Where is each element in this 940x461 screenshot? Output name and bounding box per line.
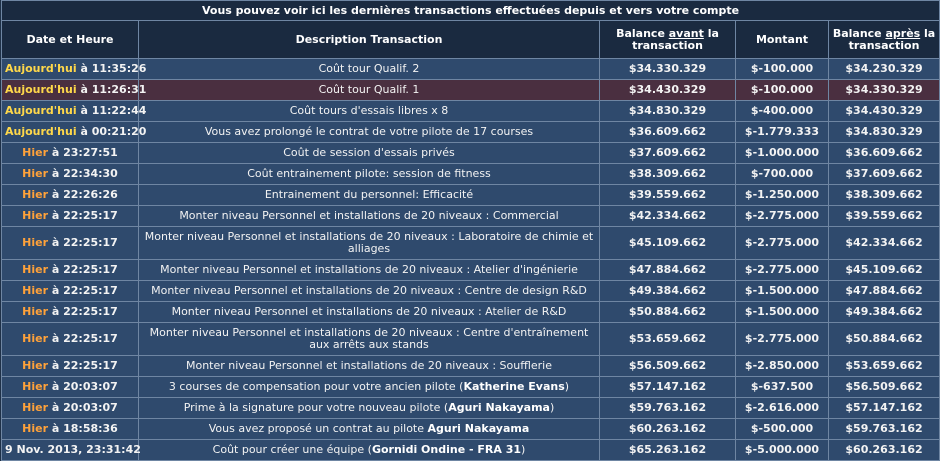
- column-header-balance-after: [829, 21, 940, 59]
- description-text: Monter niveau Personnel et installations de 20 niveaux : Soufflerie: [185, 359, 552, 372]
- balance-before: $42.334.662: [600, 206, 736, 227]
- transaction-time: à 20:03:07: [48, 401, 118, 414]
- balance-after: $39.559.662: [829, 206, 940, 227]
- balance-before: $65.263.162: [600, 440, 736, 461]
- transaction-date: [2, 101, 147, 122]
- transaction-time: à 18:58:36: [48, 422, 118, 435]
- balance-before-label-word: avant: [668, 26, 704, 40]
- transaction-date: [2, 356, 139, 377]
- transaction-description: [139, 101, 600, 122]
- balance-after: $59.763.162: [829, 419, 940, 440]
- transaction-amount: $-2.775.000: [736, 323, 829, 356]
- transactions-table: [1, 0, 940, 461]
- transaction-date: [2, 302, 139, 323]
- transaction-description: [139, 122, 600, 143]
- transaction-description: [139, 323, 600, 356]
- transaction-amount: $-1.500.000: [736, 281, 829, 302]
- transaction-description: [139, 377, 600, 398]
- table-row: [2, 227, 940, 260]
- balance-after: $53.659.662: [829, 356, 940, 377]
- transaction-amount: $-2.616.000: [736, 398, 829, 419]
- transaction-amount: $-2.775.000: [736, 227, 829, 260]
- balance-after: $56.509.662: [829, 377, 940, 398]
- table-row: [2, 440, 940, 461]
- transaction-time: 9 Nov. 2013, 23:31:42: [5, 443, 141, 456]
- transaction-time: à 22:34:30: [48, 167, 118, 180]
- transaction-amount: $-1.250.000: [736, 185, 829, 206]
- description-text: Monter niveau Personnel et installations de 20 niveaux : Atelier de R&D: [171, 305, 567, 318]
- description-text: Prime à la signature pour votre nouveau pilote (: [183, 401, 449, 414]
- transaction-day: Hier: [22, 380, 49, 393]
- transaction-time: à 22:25:17: [48, 263, 118, 276]
- transaction-date: [2, 206, 139, 227]
- balance-before-label-post: la transaction: [632, 26, 719, 52]
- transaction-amount: $-2.775.000: [736, 260, 829, 281]
- table-row: [2, 281, 940, 302]
- table-row: [2, 260, 940, 281]
- balance-before: $50.884.662: [600, 302, 736, 323]
- balance-after: $57.147.162: [829, 398, 940, 419]
- transaction-time: à 20:03:07: [48, 380, 118, 393]
- transaction-day: Hier: [22, 401, 49, 414]
- balance-after: $47.884.662: [829, 281, 940, 302]
- description-text: Vous avez prolongé le contrat de votre pilote de 17 courses: [204, 125, 534, 138]
- transaction-day: Hier: [22, 305, 49, 318]
- transaction-description: [139, 398, 600, 419]
- table-row: [2, 302, 940, 323]
- transaction-time: à 22:26:26: [48, 188, 118, 201]
- table-row: [2, 101, 940, 122]
- description-text: Monter niveau Personnel et installations de 20 niveaux : Laboratoire de chimie et alliages: [144, 230, 594, 255]
- balance-after: $37.609.662: [829, 164, 940, 185]
- transaction-description: [139, 440, 600, 461]
- table-row: [2, 122, 940, 143]
- transaction-amount: $-400.000: [736, 101, 829, 122]
- description-text: Monter niveau Personnel et installations de 20 niveaux : Atelier d'ingénierie: [160, 263, 578, 276]
- balance-before: $38.309.662: [600, 164, 736, 185]
- transaction-time: à 11:22:44: [76, 104, 147, 117]
- transaction-date: [2, 164, 139, 185]
- description-text: Coût tour Qualif. 1: [318, 83, 420, 96]
- transaction-description: [139, 419, 600, 440]
- balance-before: $47.884.662: [600, 260, 736, 281]
- table-caption-row: [2, 1, 940, 21]
- balance-before: $34.330.329: [600, 59, 736, 80]
- description-suffix: ): [521, 443, 526, 456]
- description-text: Vous avez proposé un contrat au pilote: [208, 422, 428, 435]
- transaction-description: [139, 356, 600, 377]
- balance-before: $45.109.662: [600, 227, 736, 260]
- balance-before: $53.659.662: [600, 323, 736, 356]
- transaction-day: Aujourd'hui: [5, 62, 77, 75]
- description-highlight: Gornidi Ondine - FRA 31: [371, 443, 522, 456]
- description-text: Coût de session d'essais privés: [283, 146, 455, 159]
- balance-after-label-word: après: [885, 26, 921, 40]
- transaction-description: [139, 164, 600, 185]
- transaction-date: [2, 377, 139, 398]
- balance-after: $49.384.662: [829, 302, 940, 323]
- transaction-day: Hier: [22, 263, 49, 276]
- column-header-date: Date et Heure: [2, 21, 139, 59]
- transaction-date: [2, 59, 147, 80]
- transaction-description: [139, 185, 600, 206]
- balance-before: $60.263.162: [600, 419, 736, 440]
- transaction-description: [139, 206, 600, 227]
- balance-after: $36.609.662: [829, 143, 940, 164]
- balance-before: $56.509.662: [600, 356, 736, 377]
- table-row: [2, 185, 940, 206]
- transaction-amount: $-1.500.000: [736, 302, 829, 323]
- description-text: 3 courses de compensation pour votre ancien pilote (: [168, 380, 464, 393]
- balance-before: $49.384.662: [600, 281, 736, 302]
- description-text: Coût tour Qualif. 2: [318, 62, 420, 75]
- transaction-description: [139, 227, 600, 260]
- transaction-amount: $-500.000: [736, 419, 829, 440]
- transaction-description: [139, 143, 600, 164]
- transaction-date: [2, 122, 147, 143]
- transaction-day: Hier: [22, 236, 49, 249]
- table-row: [2, 206, 940, 227]
- balance-after: $34.330.329: [829, 80, 940, 101]
- transaction-amount: $-2.775.000: [736, 206, 829, 227]
- column-header-balance-before: [600, 21, 736, 59]
- balance-before: $34.430.329: [600, 80, 736, 101]
- table-row: [2, 164, 940, 185]
- balance-after: $42.334.662: [829, 227, 940, 260]
- transaction-time: à 23:27:51: [48, 146, 118, 159]
- description-highlight: Katherine Evans: [463, 380, 565, 393]
- description-highlight: Aguri Nakayama: [448, 401, 550, 414]
- table-row: [2, 356, 940, 377]
- transaction-time: à 22:25:17: [48, 236, 118, 249]
- transaction-description: [139, 80, 600, 101]
- transaction-description: [139, 260, 600, 281]
- table-row: [2, 143, 940, 164]
- transaction-day: Hier: [22, 209, 49, 222]
- description-highlight: Aguri Nakayama: [427, 422, 530, 435]
- table-row: [2, 419, 940, 440]
- description-text: Monter niveau Personnel et installations de 20 niveaux : Centre de design R&D: [151, 284, 587, 297]
- balance-before: $34.830.329: [600, 101, 736, 122]
- balance-before: $59.763.162: [600, 398, 736, 419]
- transaction-date: [2, 323, 139, 356]
- transaction-time: à 11:26:31: [76, 83, 147, 96]
- transaction-day: Hier: [22, 167, 49, 180]
- balance-after: $34.230.329: [829, 59, 940, 80]
- transaction-date: [2, 227, 139, 260]
- transaction-date: [2, 143, 139, 164]
- balance-after: $38.309.662: [829, 185, 940, 206]
- balance-after: $45.109.662: [829, 260, 940, 281]
- transaction-date: [2, 80, 147, 101]
- balance-before: $39.559.662: [600, 185, 736, 206]
- transaction-amount: $-1.000.000: [736, 143, 829, 164]
- transaction-day: Hier: [22, 332, 49, 345]
- transaction-amount: $-2.850.000: [736, 356, 829, 377]
- transaction-date: [2, 281, 139, 302]
- transaction-day: Hier: [22, 422, 49, 435]
- column-header-amount: Montant: [736, 21, 829, 59]
- transaction-amount: $-1.779.333: [736, 122, 829, 143]
- description-text: Monter niveau Personnel et installations de 20 niveaux : Commercial: [179, 209, 559, 222]
- balance-after-label-pre: Balance: [832, 26, 886, 40]
- column-header-row: [2, 21, 940, 59]
- table-row: [2, 80, 940, 101]
- transaction-time: à 11:35:26: [76, 62, 147, 75]
- description-text: Coût tours d'essais libres x 8: [289, 104, 449, 117]
- balance-after-label-post: la transaction: [848, 26, 936, 52]
- transaction-day: Aujourd'hui: [5, 125, 77, 138]
- transaction-day: Aujourd'hui: [5, 104, 77, 117]
- balance-after: $50.884.662: [829, 323, 940, 356]
- description-text: Entrainement du personnel: Efficacité: [264, 188, 474, 201]
- balance-before: $57.147.162: [600, 377, 736, 398]
- transaction-date: [2, 440, 139, 461]
- transaction-time: à 22:25:17: [48, 332, 118, 345]
- transaction-amount: $-100.000: [736, 59, 829, 80]
- table-caption: Vous pouvez voir ici les dernières transactions effectuées depuis et vers votre compte: [2, 1, 940, 21]
- transaction-amount: $-700.000: [736, 164, 829, 185]
- table-row: [2, 377, 940, 398]
- transaction-day: Hier: [22, 284, 49, 297]
- transaction-amount: $-5.000.000: [736, 440, 829, 461]
- balance-after: $34.430.329: [829, 101, 940, 122]
- transaction-day: Aujourd'hui: [5, 83, 77, 96]
- transaction-day: Hier: [22, 188, 49, 201]
- transaction-description: [139, 59, 600, 80]
- transaction-time: à 22:25:17: [48, 305, 118, 318]
- transaction-date: [2, 419, 139, 440]
- description-text: Coût entrainement pilote: session de fitness: [247, 167, 491, 180]
- transaction-date: [2, 398, 139, 419]
- transaction-amount: $-100.000: [736, 80, 829, 101]
- column-header-description: Description Transaction: [139, 21, 600, 59]
- transactions-body: [2, 59, 940, 461]
- balance-before: $37.609.662: [600, 143, 736, 164]
- balance-before-label-pre: Balance: [616, 26, 669, 40]
- transaction-time: à 22:25:17: [48, 284, 118, 297]
- transaction-time: à 22:25:17: [48, 209, 118, 222]
- transaction-day: Hier: [22, 359, 49, 372]
- description-suffix: ): [549, 401, 555, 414]
- transaction-description: [139, 281, 600, 302]
- table-row: [2, 59, 940, 80]
- balance-before: $36.609.662: [600, 122, 736, 143]
- balance-after: $60.263.162: [829, 440, 940, 461]
- table-row: [2, 398, 940, 419]
- description-text: Monter niveau Personnel et installations de 20 niveaux : Centre d'entraînement aux arrêts aux stands: [149, 326, 589, 351]
- transaction-date: [2, 260, 139, 281]
- transaction-date: [2, 185, 139, 206]
- description-text: Coût pour créer une équipe (: [212, 443, 372, 456]
- transaction-time: à 00:21:20: [76, 125, 147, 138]
- transaction-description: [139, 302, 600, 323]
- transaction-time: à 22:25:17: [48, 359, 118, 372]
- transaction-amount: $-637.500: [736, 377, 829, 398]
- transaction-day: Hier: [22, 146, 49, 159]
- table-row: [2, 323, 940, 356]
- balance-after: $34.830.329: [829, 122, 940, 143]
- description-suffix: ): [564, 380, 570, 393]
